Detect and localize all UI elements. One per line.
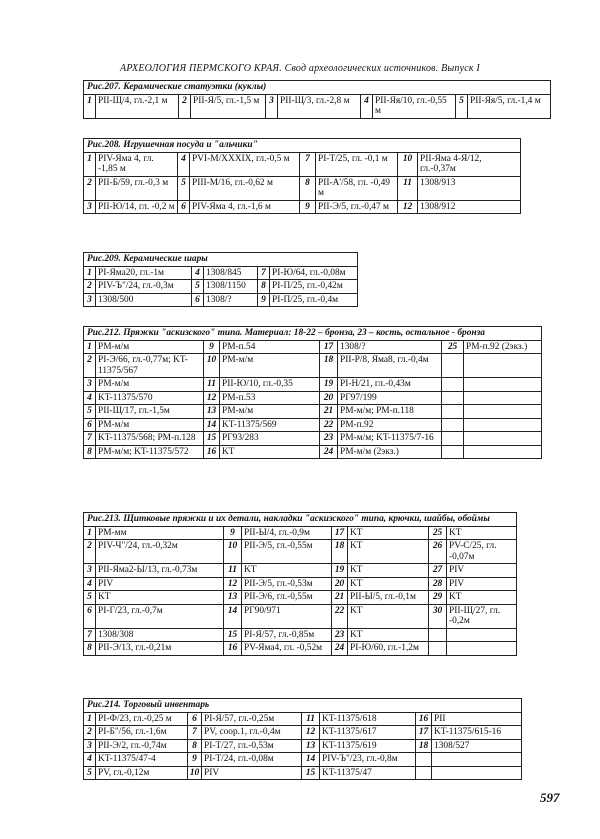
item-provenance: PII-Ю/10, гл.-0,35 <box>220 378 320 392</box>
item-number: 10 <box>398 152 418 176</box>
item-number: 8 <box>300 176 316 200</box>
item-provenance: KT <box>348 540 429 564</box>
item-number: 17 <box>320 340 338 354</box>
item-number: 17 <box>332 526 348 540</box>
item-provenance: PII-Э/6, гл.-0,55м <box>242 591 332 605</box>
item-provenance: PM-м/м <box>96 418 204 432</box>
caption-row <box>84 253 358 267</box>
item-provenance: KT-11375/568; PM-п.128 <box>96 432 204 446</box>
item-number: 1 <box>84 266 96 280</box>
item-provenance: PM-м/м; PM-п.118 <box>338 405 442 419</box>
table-row <box>84 266 358 280</box>
caption-row <box>84 139 521 153</box>
item-number: 5 <box>84 766 96 780</box>
item-number: 8 <box>258 280 270 294</box>
item-provenance: PI-Г/23, гл.-0,7м <box>96 604 224 628</box>
item-provenance: PV, гл.-0,12м <box>96 766 188 780</box>
item-provenance: PM-п.53 <box>220 391 320 405</box>
item-number: 9 <box>204 340 220 354</box>
item-provenance: KT <box>447 526 517 540</box>
table-row <box>84 628 517 642</box>
item-provenance: KT <box>96 591 224 605</box>
item-number: 8 <box>84 642 96 656</box>
item-provenance: PII-Э/5, гл.-0,53м <box>242 577 332 591</box>
item-number: 4 <box>84 391 96 405</box>
item-provenance: KT <box>348 526 429 540</box>
item-number: 23 <box>320 432 338 446</box>
table-row <box>84 540 517 564</box>
item-number: 20 <box>320 391 338 405</box>
item-number: 15 <box>224 628 242 642</box>
item-provenance: PII-Щ/3, гл.-2,8 м <box>278 94 361 118</box>
item-provenance: PI-Ю/64, гл.-0,08м <box>270 266 358 280</box>
item-provenance: PII-Я/5, гл.-1,5 м <box>191 94 266 118</box>
item-provenance: PI-П/25, гл.-0,4м <box>270 293 358 307</box>
item-number <box>442 378 464 392</box>
item-number: 4 <box>361 94 373 118</box>
table-row <box>84 739 522 753</box>
item-number: 13 <box>204 405 220 419</box>
item-number: 14 <box>204 418 220 432</box>
item-number <box>442 418 464 432</box>
item-provenance: PM-п.54 <box>220 340 320 354</box>
item-number: 19 <box>320 378 338 392</box>
item-number: 12 <box>302 726 320 740</box>
table-row <box>84 354 542 378</box>
item-provenance: KT-11375/570 <box>96 391 204 405</box>
item-provenance: PIV <box>447 564 517 578</box>
figure-214-table <box>83 698 522 780</box>
item-provenance: PII-Яя/10, гл.-0,55 м <box>373 94 456 118</box>
item-provenance: PIV-Яма 4, гл. -1,85 м <box>96 152 178 176</box>
item-number: 9 <box>188 753 202 767</box>
item-number: 11 <box>224 564 242 578</box>
item-number: 11 <box>302 712 320 726</box>
item-number <box>442 405 464 419</box>
item-number: 30 <box>429 604 447 628</box>
table-row <box>84 418 542 432</box>
item-provenance: 1308/527 <box>432 739 522 753</box>
item-provenance: KT-11375/47-4 <box>96 753 188 767</box>
item-provenance: KT <box>220 445 320 459</box>
item-provenance: PV-C/25, гл. -0,07м <box>447 540 517 564</box>
item-provenance: PM-м/м <box>96 378 204 392</box>
table-row <box>84 176 521 200</box>
item-number: 15 <box>204 432 220 446</box>
caption-row <box>84 699 522 713</box>
table-row <box>84 604 517 628</box>
item-number: 7 <box>84 432 96 446</box>
item-provenance: KT <box>348 564 429 578</box>
item-number <box>442 445 464 459</box>
item-provenance <box>447 628 517 642</box>
item-number: 19 <box>332 564 348 578</box>
table-row <box>84 766 522 780</box>
item-provenance: PIII-M/16, гл.-0,62 м <box>190 176 300 200</box>
item-number: 4 <box>84 577 96 591</box>
item-number: 4 <box>84 753 96 767</box>
table-row <box>84 200 521 214</box>
item-provenance <box>464 354 542 378</box>
item-provenance: PIV <box>447 577 517 591</box>
item-provenance: PI-П/25, гл.-0,42м <box>270 280 358 294</box>
item-provenance: KT-11375/615-16 <box>432 726 522 740</box>
table-row <box>84 94 551 118</box>
item-provenance: PIV-Ъ"/24, гл.-0,3м <box>96 280 192 294</box>
item-number: 21 <box>332 591 348 605</box>
item-number: 2 <box>84 540 96 564</box>
item-provenance: 1308/? <box>338 340 442 354</box>
item-number: 7 <box>188 726 202 740</box>
item-provenance: PII-Э/5, гл.-0,47 м <box>316 200 398 214</box>
item-number: 6 <box>178 200 190 214</box>
item-provenance: PI-T/27, гл.-0,53м <box>202 739 302 753</box>
item-provenance: PIV-Яма 4, гл.-1,6 м <box>190 200 300 214</box>
item-number: 6 <box>84 418 96 432</box>
item-number: 1 <box>84 94 96 118</box>
item-provenance: PII-Ы/5, гл.-0,1м <box>348 591 429 605</box>
item-number: 8 <box>188 739 202 753</box>
item-provenance: 1308/? <box>204 293 258 307</box>
item-number <box>429 642 447 656</box>
item-number: 23 <box>332 628 348 642</box>
table-row <box>84 526 517 540</box>
table-row <box>84 753 522 767</box>
item-number: 14 <box>224 604 242 628</box>
running-header-title: АРХЕОЛОГИЯ ПЕРМСКОГО КРАЯ. <box>120 63 282 74</box>
item-number: 4 <box>192 266 204 280</box>
caption-row <box>84 327 542 341</box>
figure-caption: Рис.212. Пряжки "аскизского" типа. Материал: 18-22 – бронза, 23 – кость, остальное - бронза <box>84 327 542 341</box>
item-number: 24 <box>320 445 338 459</box>
item-provenance: PII-Щ/27, гл. -0,2м <box>447 604 517 628</box>
item-provenance: PIV-Ъ"/23, гл.-0,8м <box>320 753 416 767</box>
item-number: 6 <box>84 604 96 628</box>
item-provenance: PI-Ю/60, гл.-1,2м <box>348 642 429 656</box>
item-number: 3 <box>266 94 278 118</box>
item-provenance: PM-м/м (2экз.) <box>338 445 442 459</box>
item-provenance: PM-п.92 <box>338 418 442 432</box>
item-provenance: 1308/500 <box>96 293 192 307</box>
item-number: 4 <box>178 152 190 176</box>
item-number: 7 <box>258 266 270 280</box>
item-number: 17 <box>416 726 432 740</box>
item-provenance: PГ93/283 <box>220 432 320 446</box>
item-number: 3 <box>84 293 96 307</box>
item-provenance: PI-Я/57, гл.-0,85м <box>242 628 332 642</box>
item-provenance: PM-м/м <box>220 354 320 378</box>
table-row <box>84 405 542 419</box>
item-number: 3 <box>84 739 96 753</box>
item-provenance <box>447 642 517 656</box>
caption-row <box>84 81 551 95</box>
item-provenance: 1308/1150 <box>204 280 258 294</box>
item-number: 9 <box>258 293 270 307</box>
item-number: 13 <box>224 591 242 605</box>
item-provenance: 1308/308 <box>96 628 224 642</box>
item-number: 12 <box>204 391 220 405</box>
item-number: 5 <box>192 280 204 294</box>
table-row <box>84 726 522 740</box>
page-number: 597 <box>540 790 560 805</box>
item-provenance: KT <box>348 628 429 642</box>
item-number: 14 <box>302 753 320 767</box>
item-provenance: 1308/912 <box>418 200 521 214</box>
item-provenance: PIV-Ч"/24, гл.-0,32м <box>96 540 224 564</box>
item-provenance: KT <box>348 577 429 591</box>
item-provenance: KT-11375/569 <box>220 418 320 432</box>
item-number: 20 <box>332 577 348 591</box>
item-provenance: PIV <box>202 766 302 780</box>
item-provenance: PV-Яма4, гл. -0,52м <box>242 642 332 656</box>
item-number: 2 <box>84 280 96 294</box>
item-number <box>416 766 432 780</box>
figure-212-table <box>83 326 542 459</box>
item-number: 1 <box>84 152 96 176</box>
table-row <box>84 391 542 405</box>
item-number: 1 <box>84 526 96 540</box>
item-provenance: PI-T/25, гл. -0,1 м <box>316 152 398 176</box>
item-provenance: PM-п.92 (2экз.) <box>464 340 542 354</box>
item-provenance: PI-Б"/56, гл.-1,6м <box>96 726 188 740</box>
caption-row <box>84 513 517 527</box>
item-number: 27 <box>429 564 447 578</box>
running-header-subtitle: Свод археологических источников. Выпуск I <box>284 63 480 74</box>
item-provenance: PI-H/21, гл.-0,43м <box>338 378 442 392</box>
item-number: 2 <box>84 354 96 378</box>
item-number: 2 <box>84 726 96 740</box>
item-number: 22 <box>332 604 348 628</box>
item-number: 1 <box>84 340 96 354</box>
item-provenance: PM-м/м <box>220 405 320 419</box>
item-number: 16 <box>204 445 220 459</box>
item-provenance: PI-T/24, гл.-0,08м <box>202 753 302 767</box>
item-provenance: PII-Яя/5, гл.-1,4 м <box>468 94 551 118</box>
table-row <box>84 280 358 294</box>
item-provenance: PM-м/м <box>96 340 204 354</box>
item-provenance: PI-Яма20, гл.-1м <box>96 266 192 280</box>
item-number: 25 <box>429 526 447 540</box>
item-provenance: KT-11375/618 <box>320 712 416 726</box>
item-provenance <box>464 418 542 432</box>
item-provenance: PII-Щ/4, гл.-2,1 м <box>96 94 179 118</box>
item-provenance <box>464 432 542 446</box>
table-row <box>84 642 517 656</box>
item-provenance: PV, соор.1, гл.-0,4м <box>202 726 302 740</box>
figure-caption: Рис.207. Керамические статуэтки (куклы) <box>84 81 551 95</box>
figure-caption: Рис.214. Торговый инвентарь <box>84 699 522 713</box>
item-provenance: KT <box>242 564 332 578</box>
item-number: 1 <box>84 712 96 726</box>
item-provenance: PII <box>432 712 522 726</box>
item-number: 15 <box>302 766 320 780</box>
item-number: 3 <box>84 564 96 578</box>
item-number: 26 <box>429 540 447 564</box>
item-provenance: PII-A'/58, гл. -0,49 м <box>316 176 398 200</box>
item-number: 22 <box>320 418 338 432</box>
item-number: 10 <box>224 540 242 564</box>
running-header <box>0 63 600 74</box>
item-number: 3 <box>84 378 96 392</box>
figure-209-table <box>83 252 358 307</box>
item-number: 5 <box>84 591 96 605</box>
item-number: 16 <box>416 712 432 726</box>
item-number: 18 <box>332 540 348 564</box>
item-provenance <box>464 391 542 405</box>
item-number: 9 <box>224 526 242 540</box>
item-provenance: PM-мм <box>96 526 224 540</box>
item-number: 8 <box>84 445 96 459</box>
figure-213-table <box>83 512 517 656</box>
item-provenance: PII-Яма 4-Я/12, гл.-0,37м <box>418 152 521 176</box>
item-provenance: KT <box>447 591 517 605</box>
item-number: 5 <box>456 94 468 118</box>
item-provenance: KT-11375/617 <box>320 726 416 740</box>
item-number: 11 <box>204 378 220 392</box>
item-number: 6 <box>192 293 204 307</box>
item-provenance: PM-м/м; KT-11375/7-16 <box>338 432 442 446</box>
item-number: 28 <box>429 577 447 591</box>
item-number: 12 <box>398 200 418 214</box>
item-number: 5 <box>178 176 190 200</box>
table-row <box>84 340 542 354</box>
item-provenance <box>464 445 542 459</box>
item-provenance: PII-Щ/17, гл.-1,5м <box>96 405 204 419</box>
item-provenance: KT-11375/619 <box>320 739 416 753</box>
item-provenance: KT-11375/47 <box>320 766 416 780</box>
item-number: 18 <box>320 354 338 378</box>
item-provenance: PГ90/971 <box>242 604 332 628</box>
item-provenance: PIV <box>96 577 224 591</box>
item-number: 11 <box>398 176 418 200</box>
figure-caption: Рис.208. Игрушечная посуда и "альчики" <box>84 139 521 153</box>
item-provenance: PII-Яма2-Ы/13, гл.-0,73м <box>96 564 224 578</box>
item-provenance: PII-Э/13, гл.-0,21м <box>96 642 224 656</box>
item-number: 5 <box>84 405 96 419</box>
item-number <box>429 628 447 642</box>
item-provenance: PI-Я/57, гл.-0,25м <box>202 712 302 726</box>
item-number: 6 <box>188 712 202 726</box>
table-row <box>84 378 542 392</box>
item-provenance <box>432 753 522 767</box>
item-number: 29 <box>429 591 447 605</box>
item-number: 10 <box>188 766 202 780</box>
figure-208-table <box>83 138 521 214</box>
item-number: 9 <box>300 200 316 214</box>
table-row <box>84 152 521 176</box>
item-provenance: PI-Э/66, гл.-0,77м; KT-11375/567 <box>96 354 204 378</box>
table-row <box>84 432 542 446</box>
item-number: 25 <box>442 340 464 354</box>
item-provenance: PII-Ю/14, гл. -0,2 м <box>96 200 178 214</box>
table-row <box>84 293 358 307</box>
item-number <box>442 354 464 378</box>
item-number <box>442 432 464 446</box>
item-number: 13 <box>302 739 320 753</box>
item-number <box>442 391 464 405</box>
item-number: 12 <box>224 577 242 591</box>
figure-caption: Рис.209. Керамические шары <box>84 253 358 267</box>
item-number: 21 <box>320 405 338 419</box>
item-provenance: PI-Ф/23, гл.-0,25 м <box>96 712 188 726</box>
item-number: 2 <box>179 94 191 118</box>
item-number: 10 <box>204 354 220 378</box>
figure-207-table <box>83 80 551 119</box>
item-number: 2 <box>84 176 96 200</box>
item-provenance <box>464 378 542 392</box>
figure-caption: Рис.213. Щитковые пряжки и их детали, накладки "аскизского" типа, крючки, шайбы, обоймы <box>84 513 517 527</box>
table-row <box>84 591 517 605</box>
item-provenance: PII-P/8, Яма8, гл.-0,4м <box>338 354 442 378</box>
item-number: 7 <box>300 152 316 176</box>
item-provenance: PM-м/м; KT-11375/572 <box>96 445 204 459</box>
item-number: 24 <box>332 642 348 656</box>
item-provenance <box>432 766 522 780</box>
item-number: 16 <box>224 642 242 656</box>
item-provenance: PГ97/199 <box>338 391 442 405</box>
table-row <box>84 712 522 726</box>
item-provenance <box>464 405 542 419</box>
item-provenance: PII-Ы/4, гл.-0,9м <box>242 526 332 540</box>
item-provenance: KT <box>348 604 429 628</box>
table-row <box>84 577 517 591</box>
item-number <box>416 753 432 767</box>
item-provenance: 1308/913 <box>418 176 521 200</box>
item-number: 3 <box>84 200 96 214</box>
item-number: 7 <box>84 628 96 642</box>
item-provenance: PVI-M/XXXIX, гл.-0,5 м <box>190 152 300 176</box>
item-provenance: 1308/845 <box>204 266 258 280</box>
item-number: 18 <box>416 739 432 753</box>
table-row <box>84 445 542 459</box>
item-provenance: PII-Б/59, гл.-0,3 м <box>96 176 178 200</box>
item-provenance: PII-Э/5, гл.-0,55м <box>242 540 332 564</box>
table-row <box>84 564 517 578</box>
item-provenance: PII-Э/2, гл.-0,74м <box>96 739 188 753</box>
